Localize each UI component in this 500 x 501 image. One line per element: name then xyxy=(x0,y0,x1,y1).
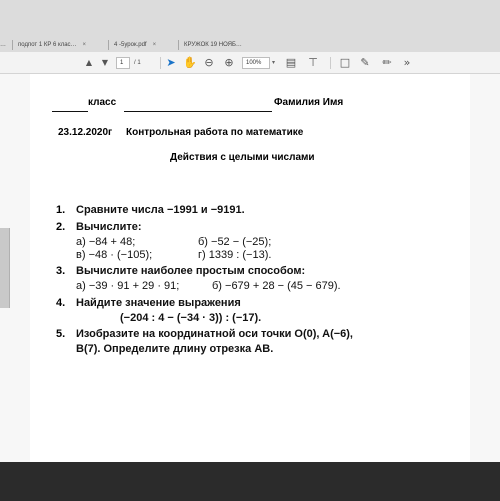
close-icon[interactable]: × xyxy=(152,42,157,48)
task-text: B(7). Определите длину отрезка AB. xyxy=(76,343,274,355)
pdf-toolbar xyxy=(0,52,500,74)
task-expression: (−204 : 4 − (−34 · 3)) : (−17). xyxy=(120,312,262,324)
name-blank-line xyxy=(124,99,272,112)
sidebar-toggle[interactable] xyxy=(0,228,10,308)
task-number: 1. xyxy=(56,204,66,216)
chevron-down-icon[interactable]: ▾ xyxy=(272,60,276,66)
tab-lesson-pdf[interactable] xyxy=(114,38,178,52)
task-text: Вычислите наиболее простым способом: xyxy=(76,265,306,277)
task-item: б) −679 + 28 − (45 − 679). xyxy=(212,280,341,292)
tab-partial[interactable] xyxy=(0,38,10,52)
tab-separator xyxy=(108,40,109,50)
document-subtitle: Действия с целыми числами xyxy=(170,152,315,163)
class-blank-line xyxy=(52,99,88,112)
tab-label: … xyxy=(0,42,6,48)
task-item: а) −84 + 48; xyxy=(76,236,136,248)
tab-separator xyxy=(12,40,13,50)
zoom-select[interactable]: 100% xyxy=(242,57,270,69)
close-icon[interactable]: × xyxy=(82,42,87,48)
header-name-label: Фамилия Имя xyxy=(274,97,344,108)
tab-label: подпот 1 КР 6 клас… xyxy=(18,42,77,48)
toolbar-divider xyxy=(160,57,161,69)
zoom-out-icon[interactable]: ⊖ xyxy=(204,56,214,69)
task-text: Вычислите: xyxy=(76,221,142,233)
task-text: Найдите значение выражения xyxy=(76,297,241,309)
document-title: Контрольная работа по математике xyxy=(126,127,304,138)
header-class-label: класс xyxy=(88,97,117,108)
task-item: б) −52 − (−25); xyxy=(198,236,272,248)
task-number: 2. xyxy=(56,221,66,233)
arrow-down-icon[interactable]: ▼ xyxy=(101,58,109,67)
comment-icon[interactable]: □ xyxy=(339,56,351,69)
fit-page-icon[interactable]: ▤ xyxy=(285,56,297,69)
draw-icon[interactable]: ✏ xyxy=(382,56,392,69)
screen-bezel xyxy=(0,462,500,501)
pen-icon[interactable]: ✎ xyxy=(360,56,370,69)
hide-toolbar-icon[interactable]: ⊤ xyxy=(308,56,318,69)
task-item: а) −39 · 91 + 29 · 91; xyxy=(76,280,180,292)
task-text: Сравните числа −1991 и −9191. xyxy=(76,204,245,216)
tab-label: КРУЖОК 19 НОЯБ… xyxy=(184,42,242,48)
document-date: 23.12.2020г xyxy=(58,127,113,138)
task-text: Изобразите на координатной оси точки O(0), A(−6), xyxy=(76,328,353,340)
tab-kr-6-class[interactable] xyxy=(18,38,106,52)
task-number: 5. xyxy=(56,328,66,340)
task-item: в) −48 · (−105); xyxy=(76,249,153,261)
tab-kruzhok[interactable] xyxy=(184,38,264,52)
tab-label: 4 -5урок.pdf xyxy=(114,42,147,48)
arrow-up-icon[interactable]: ▲ xyxy=(85,58,93,67)
task-number: 4. xyxy=(56,297,66,309)
page-number-input[interactable]: 1 xyxy=(116,57,130,69)
toolbar-divider xyxy=(330,57,331,69)
more-icon[interactable]: » xyxy=(403,56,411,69)
tab-bar xyxy=(0,0,500,52)
page-total: / 1 xyxy=(134,60,141,66)
task-item: г) 1339 : (−13). xyxy=(198,249,272,261)
zoom-in-icon[interactable]: ⊕ xyxy=(224,56,234,69)
hand-icon[interactable]: ✋ xyxy=(183,56,197,69)
cursor-icon[interactable]: ➤ xyxy=(166,56,176,69)
task-number: 3. xyxy=(56,265,66,277)
tab-separator xyxy=(178,40,179,50)
